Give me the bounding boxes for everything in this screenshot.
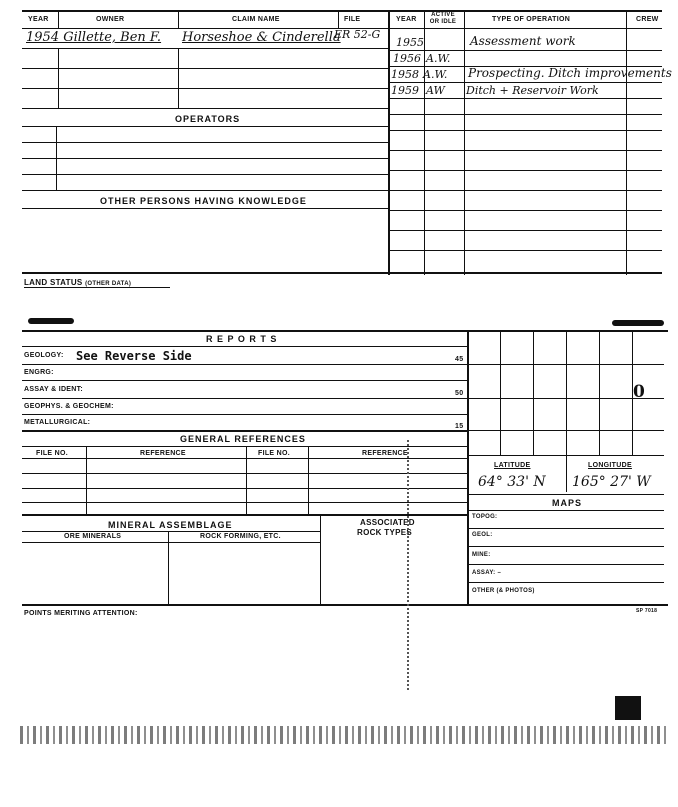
row-rule	[468, 546, 664, 547]
row-rule	[22, 380, 468, 381]
assay-map-label: ASSAY: –	[472, 570, 502, 576]
reports-top-rule	[22, 330, 668, 332]
header-crew: CREW	[636, 16, 659, 23]
op-row-rule	[390, 230, 662, 231]
row-rule	[468, 564, 664, 565]
col-sep	[308, 446, 309, 514]
row-rule	[22, 190, 388, 191]
scan-mark	[612, 320, 664, 326]
row-rule	[22, 430, 468, 432]
col-sep	[58, 48, 59, 108]
op-row-rule	[390, 190, 662, 191]
points-label: POINTS MERITING ATTENTION:	[24, 610, 138, 617]
row-rule	[22, 346, 468, 347]
op-type-3: Prospecting. Ditch improvements	[468, 66, 672, 80]
row-rule	[22, 108, 388, 109]
row-rule	[22, 531, 320, 532]
scan-block	[615, 696, 641, 720]
op-status-4: AW	[426, 84, 445, 97]
general-refs-title: GENERAL REFERENCES	[180, 434, 306, 444]
topog-label: TOPOG:	[472, 514, 498, 520]
row-rule	[22, 126, 388, 127]
grid-line	[533, 330, 534, 455]
coord-bottom	[468, 494, 664, 495]
row-rule	[22, 364, 468, 365]
row-rule	[22, 48, 388, 49]
engrg-label: ENGRG:	[24, 369, 54, 376]
latitude-value: 64° 33' N	[478, 474, 546, 490]
col-sep	[86, 446, 87, 514]
form-number: SP 7018	[636, 608, 658, 614]
assay-label: ASSAY & IDENT:	[24, 386, 84, 393]
scan-dots	[407, 440, 411, 690]
col-sep	[338, 10, 339, 28]
op-status-3: A.W.	[423, 68, 448, 81]
row-rule	[22, 142, 388, 143]
op-type-4: Ditch + Reservoir Work	[466, 84, 599, 97]
col-sep	[246, 446, 247, 514]
geophys-label: GEOPHYS. & GEOCHEM:	[24, 403, 114, 410]
row-rule	[22, 458, 468, 459]
op-year-2: 1956	[393, 52, 421, 65]
row-rule	[22, 488, 468, 489]
reference-header: REFERENCE	[140, 450, 186, 457]
op-year-3: 1958	[391, 68, 419, 81]
file-entry: ER 52-G	[334, 28, 381, 41]
geology-label: GEOLOGY:	[24, 352, 64, 359]
grid-circle-mark: 0	[633, 382, 645, 402]
row-rule	[22, 174, 388, 175]
other-persons-label: OTHER PERSONS HAVING KNOWLEDGE	[100, 196, 307, 206]
longitude-label: LONGITUDE	[588, 462, 632, 469]
points-top-rule	[22, 604, 668, 606]
col-sep	[178, 10, 179, 28]
row-rule	[22, 88, 388, 89]
header-year: YEAR	[28, 16, 49, 23]
grid-line	[566, 330, 567, 455]
op-row-rule	[390, 150, 662, 151]
grid-line	[468, 430, 664, 431]
op-row-rule	[390, 210, 662, 211]
rock-types-label: ROCK TYPES	[357, 528, 413, 537]
ore-minerals-label: ORE MINERALS	[64, 533, 122, 540]
coord-sep	[566, 456, 567, 492]
op-row-rule	[390, 98, 662, 99]
header-claim-name: CLAIM NAME	[232, 16, 280, 23]
maps-title: MAPS	[552, 498, 583, 508]
row-rule	[22, 414, 468, 415]
top-border	[22, 10, 662, 12]
other-photos-label: OTHER (& PHOTOS)	[472, 588, 535, 594]
grid-line	[500, 330, 501, 455]
row-rule	[22, 514, 468, 516]
row-rule	[468, 582, 664, 583]
report-num-3: 15	[455, 423, 464, 430]
report-num-2: 50	[455, 390, 464, 397]
row-rule	[468, 510, 664, 511]
row-rule	[22, 473, 468, 474]
reference-header-2: REFERENCE	[362, 450, 408, 457]
latitude-label: LATITUDE	[494, 462, 531, 469]
operators-label: OPERATORS	[175, 114, 241, 124]
header-file: FILE	[344, 16, 361, 23]
op-year-1: 1955	[396, 36, 424, 49]
metallurgical-label: METALLURGICAL:	[24, 419, 91, 426]
op-status-2: A.W.	[426, 52, 451, 65]
op-row-rule	[390, 170, 662, 171]
land-status-label: LAND STATUS (OTHER DATA)	[24, 278, 132, 287]
header-active-idle: ACTIVE OR IDLE	[429, 12, 457, 25]
land-status-underline	[24, 287, 170, 288]
row-rule	[22, 446, 468, 447]
row-rule	[22, 68, 388, 69]
col-sep	[168, 531, 169, 605]
header-owner: OWNER	[96, 16, 125, 23]
rock-forming-label: ROCK FORMING, ETC.	[200, 533, 281, 540]
col-sep	[58, 10, 59, 28]
op-row-rule	[390, 250, 662, 251]
report-num-1: 45	[455, 356, 464, 363]
scan-noise-band	[20, 726, 666, 744]
claim-entry: Horseshoe & Cinderella	[182, 30, 341, 45]
mine-label: MINE:	[472, 552, 491, 558]
op-year-4: 1959	[391, 84, 419, 97]
row-rule	[22, 208, 388, 209]
col-sep	[178, 48, 179, 108]
land-status-rule	[22, 272, 662, 274]
grid-line	[599, 330, 600, 455]
geology-value: See Reverse Side	[76, 349, 192, 363]
grid-line	[468, 364, 664, 365]
reports-right-divider	[467, 330, 469, 604]
row-rule	[22, 502, 468, 503]
assoc-label: ASSOCIATED	[360, 518, 415, 527]
scan-mark	[28, 318, 74, 324]
row-rule	[22, 542, 320, 543]
col-sep	[320, 514, 321, 604]
row-rule	[22, 158, 388, 159]
file-no-header-2: FILE NO.	[258, 450, 290, 457]
col-sep	[56, 126, 57, 190]
reports-title: R E P O R T S	[206, 334, 278, 344]
file-no-header: FILE NO.	[36, 450, 68, 457]
mineral-title: MINERAL ASSEMBLAGE	[108, 520, 233, 530]
owner-entry: 1954 Gillette, Ben F.	[26, 30, 162, 45]
header-year-2: YEAR	[396, 16, 417, 23]
op-row-rule	[390, 130, 662, 131]
op-row-rule	[390, 114, 662, 115]
row-rule	[468, 528, 664, 529]
longitude-value: 165° 27' W	[572, 474, 651, 490]
row-rule	[22, 398, 468, 399]
op-row-rule	[390, 50, 662, 51]
geol-label: GEOL:	[472, 532, 493, 538]
op-type-1: Assessment work	[470, 34, 576, 48]
op-row-rule	[390, 82, 662, 83]
header-type-operation: TYPE OF OPERATION	[492, 16, 571, 23]
